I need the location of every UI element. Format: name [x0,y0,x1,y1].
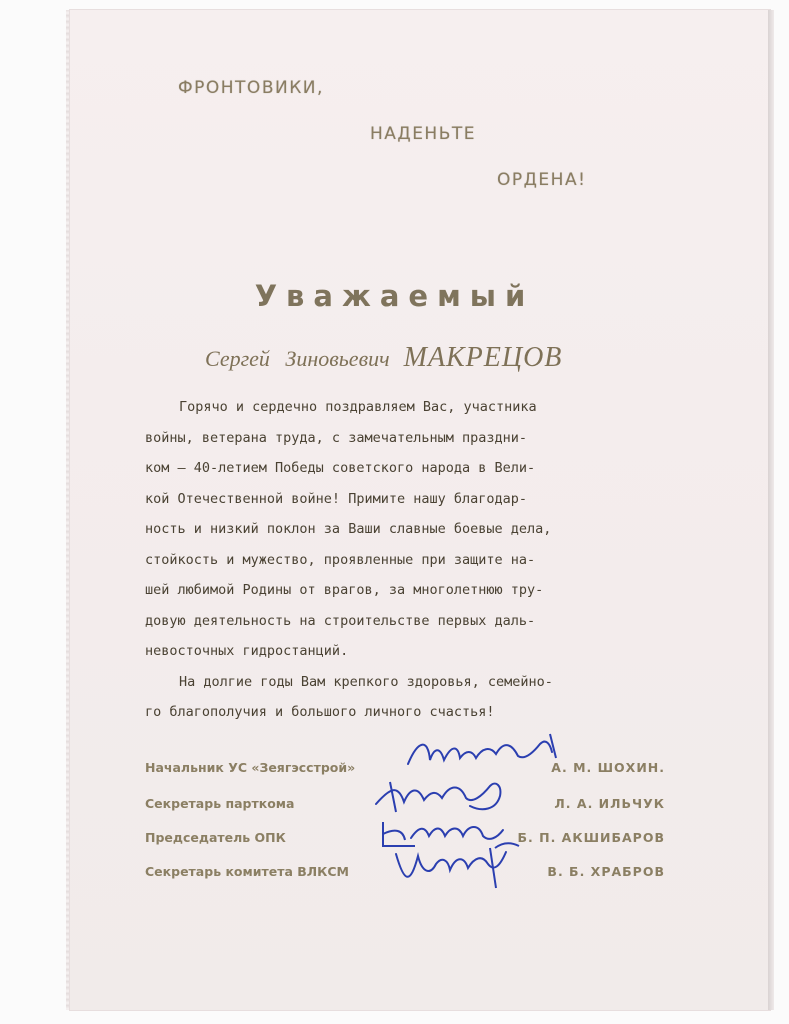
signatory-name: А. М. ШОХИН. [551,760,665,775]
slogan-line-1: ФРОНТОВИКИ, [178,78,324,98]
closing-line: го благополучия и большого личного счастья! [145,704,495,720]
handwritten-signature [400,730,570,780]
closing-line: На долгие годы Вам крепкого здоровья, семейно- [179,673,553,690]
signatory-title: Секретарь парткома [145,796,295,811]
recipient-name [205,342,562,374]
body-line: шей любимой Родины от врагов, за многолетнюю тру- [145,582,544,598]
body-line: невосточных гидростанций. [145,643,349,659]
body-line: Горячо и сердечно поздравляем Вас, участника [179,399,537,415]
body-line: довую деятельность на строительстве первых даль- [145,612,536,629]
handwritten-signature [390,842,520,894]
card-fold-edge [768,10,774,1010]
signatory-row [145,856,665,886]
congratulation-text [145,392,685,728]
recipient-given-names: Сергей Зиновьевич [205,346,390,371]
signatory-name: Л. А. ИЛЬЧУК [554,796,665,811]
signatory-name: В. Б. ХРАБРОВ [547,864,665,879]
signatory-name: Б. П. АКШИБАРОВ [517,830,665,845]
signatory-title: Секретарь комитета ВЛКСМ [145,864,349,879]
greeting-heading: Уважаемый [254,279,535,313]
body-line: ком — 40-летием Победы советского народа в Вели- [145,460,536,476]
body-line: стойкость и мужество, проявленные при защите на- [145,551,536,568]
body-line: войны, ветерана труда, с замечательным праздни- [145,429,528,446]
slogan-line-3: ОРДЕНА! [497,170,587,190]
slogan-line-2: НАДЕНЬТЕ [370,124,477,144]
body-line: ность и низкий поклон за Ваши славные боевые дела, [145,521,552,537]
signatory-title: Председатель ОПК [145,830,286,845]
signatory-title: Начальник УС «Зеягэсстрой» [145,760,356,775]
body-line: кой Отечественной войне! Примите нашу благодар- [145,490,528,507]
recipient-surname: МАКРЕЦОВ [403,342,563,373]
